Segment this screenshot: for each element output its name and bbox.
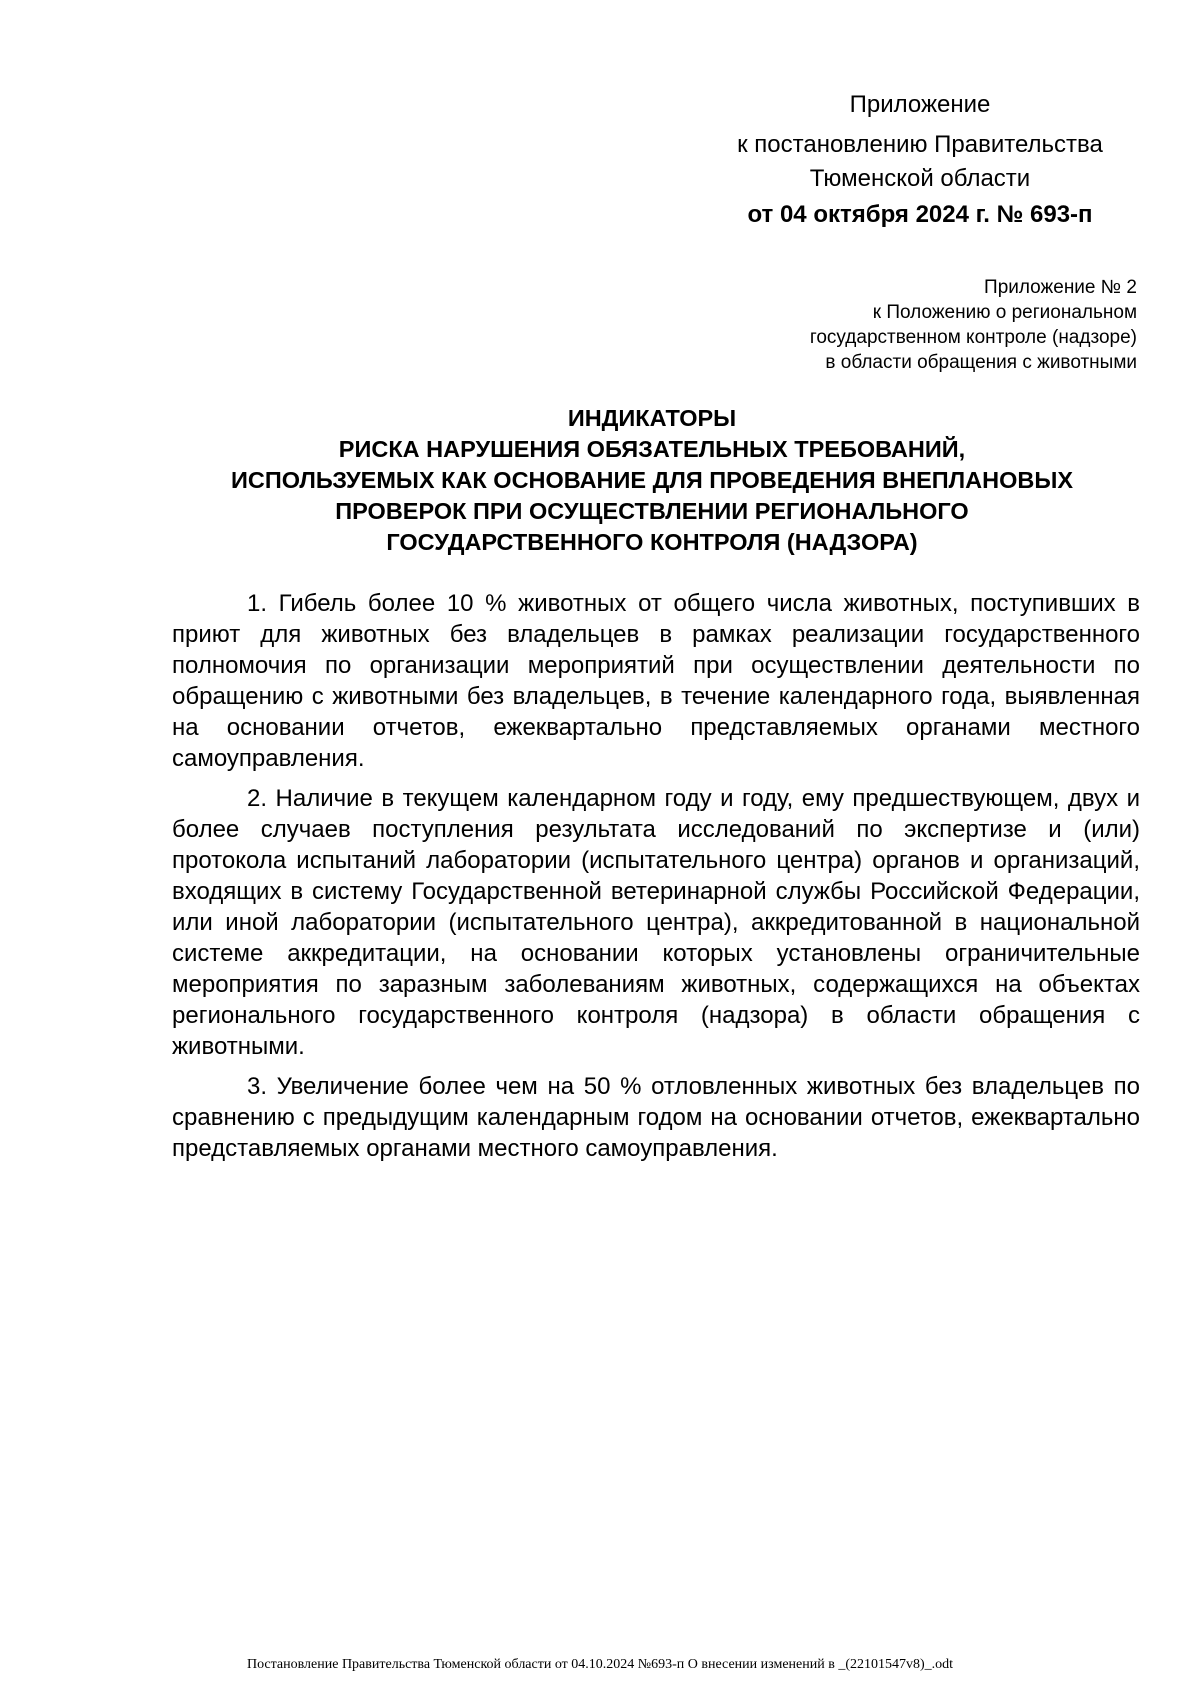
annex-2-header	[637, 275, 1137, 375]
paragraph-1: 1. Гибель более 10 % животных от общего числа животных, поступивших в приют для животных без владельцев в рамках реализации государственного полномочия по организации мероприятий при осуществлении деятельности по обращению с животными без владельцев, в течение календарного года, выявленная на основании отчетов, ежеквартально представляемых органами местного самоуправления.	[172, 590, 1140, 772]
appendix-date-number: от 04 октября 2024 г. № 693-п	[747, 201, 1093, 228]
heading-line-4: ПРОВЕРОК ПРИ ОСУЩЕСТВЛЕНИИ РЕГИОНАЛЬНОГО	[335, 498, 969, 524]
heading-line-5: ГОСУДАРСТВЕННОГО КОНТРОЛЯ (НАДЗОРА)	[386, 529, 918, 555]
appendix-title: Приложение	[849, 91, 991, 118]
appendix-ref-line-1: к постановлению Правительства	[737, 131, 1103, 158]
appendix-reference	[700, 128, 1140, 196]
annex-2-line-1: Приложение № 2	[984, 277, 1137, 298]
annex-2-line-4: в области обращения с животными	[825, 352, 1137, 373]
heading-line-1: ИНДИКАТОРЫ	[567, 405, 737, 431]
appendix-ref-line-2: Тюменской области	[809, 165, 1031, 192]
heading-line-2: РИСКА НАРУШЕНИЯ ОБЯЗАТЕЛЬНЫХ ТРЕБОВАНИЙ,	[338, 436, 966, 462]
annex-2-line-2: к Положению о региональном	[872, 302, 1137, 323]
page-footer: Постановление Правительства Тюменской области от 04.10.2024 №693-п О внесении изменений в _(22101547v8)_.odt	[246, 1657, 954, 1672]
heading-line-3: ИСПОЛЬЗУЕМЫХ КАК ОСНОВАНИЕ ДЛЯ ПРОВЕДЕНИЯ ВНЕПЛАНОВЫХ	[230, 467, 1074, 493]
paragraph-3: 3. Увеличение более чем на 50 % отловленных животных без владельцев по сравнению с предыдущим календарным годом на основании отчетов, ежеквартально представляемых органами местного самоуправления.	[172, 1073, 1140, 1162]
document-body	[172, 588, 1140, 1173]
annex-2-line-3: государственном контроле (надзоре)	[809, 327, 1137, 348]
document-heading	[172, 403, 1132, 558]
paragraph-2: 2. Наличие в текущем календарном году и году, ему предшествующем, двух и более случаев поступления результата исследований по экспертизе и (или) протокола испытаний лаборатории (испытательного центра) органов и организаций, входящих в систему Государственной ветеринарной службы Российской Федерации, или иной лаборатории (испытательного центра), аккредитованной в национальной системе аккредитации, на основании которых установлены ограничительные мероприятия по заразным заболеваниям животных, содержащихся на объектах регионального государственного контроля (надзора) в области обращения с животными.	[172, 785, 1140, 1060]
